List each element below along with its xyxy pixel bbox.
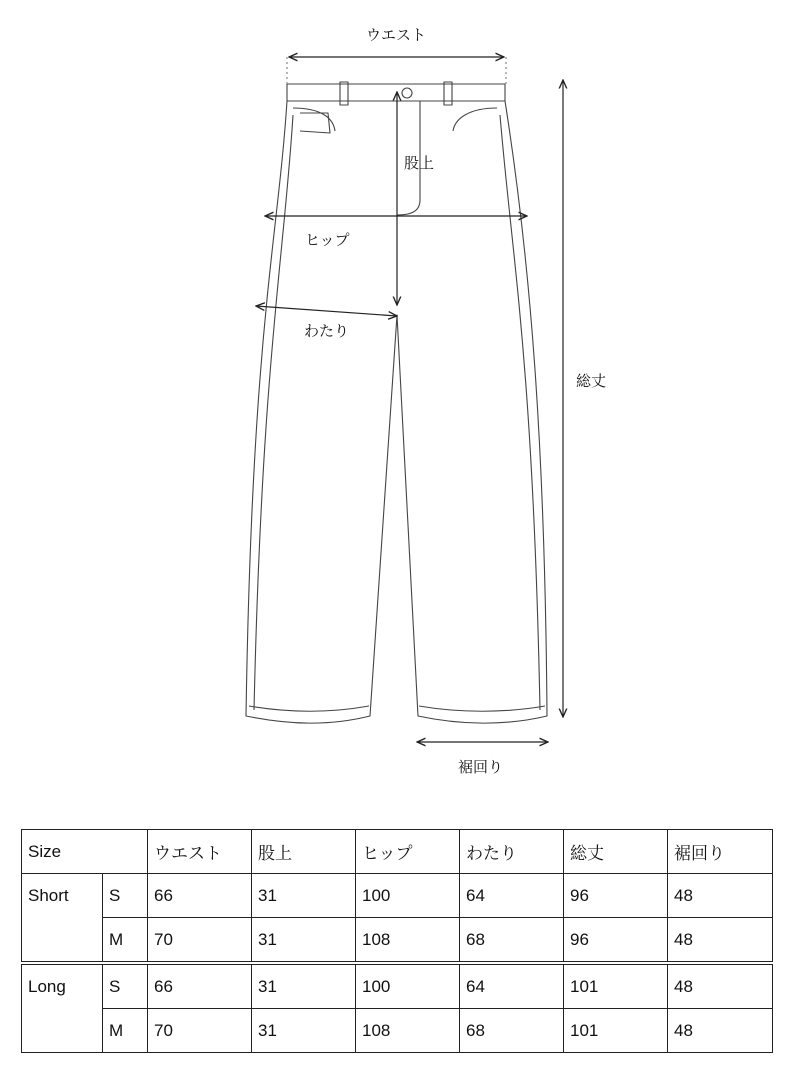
thigh-arrow bbox=[256, 306, 397, 316]
cell-hem: 48 bbox=[668, 918, 773, 964]
cell-hip: 100 bbox=[356, 963, 460, 1009]
pocket-right bbox=[453, 108, 497, 131]
side-seam-left bbox=[254, 115, 293, 710]
hip-label: ヒップ bbox=[305, 231, 350, 249]
header-rise: 股上 bbox=[252, 830, 356, 874]
cell-hem: 48 bbox=[668, 1009, 773, 1053]
belt-loop-right bbox=[444, 82, 452, 105]
header-thigh: わたり bbox=[460, 830, 564, 874]
cell-total-length: 101 bbox=[564, 963, 668, 1009]
cell-hip: 108 bbox=[356, 1009, 460, 1053]
header-size: Size bbox=[22, 830, 148, 874]
waist-label: ウエスト bbox=[366, 26, 427, 44]
button bbox=[402, 88, 412, 98]
hem-left bbox=[249, 706, 369, 711]
cell-total-length: 96 bbox=[564, 918, 668, 964]
rise-label: 股上 bbox=[404, 154, 435, 172]
cell-thigh: 68 bbox=[460, 1009, 564, 1053]
cell-rise: 31 bbox=[252, 963, 356, 1009]
cell-total-length: 101 bbox=[564, 1009, 668, 1053]
thigh-label: わたり bbox=[304, 322, 350, 340]
header-hip: ヒップ bbox=[356, 830, 460, 874]
cell-size: M bbox=[103, 918, 148, 964]
group-name-long: Long bbox=[22, 963, 103, 1053]
cell-waist: 66 bbox=[148, 963, 252, 1009]
cell-size: M bbox=[103, 1009, 148, 1053]
table-row bbox=[22, 918, 773, 964]
cell-rise: 31 bbox=[252, 1009, 356, 1053]
cell-thigh: 68 bbox=[460, 918, 564, 964]
header-waist: ウエスト bbox=[148, 830, 252, 874]
table-header-row bbox=[22, 830, 773, 874]
cell-size: S bbox=[103, 963, 148, 1009]
cell-hip: 100 bbox=[356, 874, 460, 918]
size-table bbox=[21, 829, 773, 1053]
cell-waist: 70 bbox=[148, 1009, 252, 1053]
cell-rise: 31 bbox=[252, 918, 356, 964]
total-length-label: 総丈 bbox=[576, 372, 607, 390]
side-seam-right bbox=[500, 115, 540, 710]
table-row bbox=[22, 1009, 773, 1053]
belt-loop-left bbox=[340, 82, 348, 105]
waistband bbox=[287, 84, 505, 101]
cell-waist: 66 bbox=[148, 874, 252, 918]
cell-total-length: 96 bbox=[564, 874, 668, 918]
cell-rise: 31 bbox=[252, 874, 356, 918]
cell-hem: 48 bbox=[668, 874, 773, 918]
cell-thigh: 64 bbox=[460, 963, 564, 1009]
header-hem: 裾回り bbox=[668, 830, 773, 874]
table-row bbox=[22, 963, 773, 1009]
cell-waist: 70 bbox=[148, 918, 252, 964]
hem-right bbox=[419, 706, 545, 711]
group-name-short: Short bbox=[22, 874, 103, 964]
table-row bbox=[22, 874, 773, 918]
header-total-length: 総丈 bbox=[564, 830, 668, 874]
hem-label: 裾回り bbox=[458, 758, 504, 776]
cell-thigh: 64 bbox=[460, 874, 564, 918]
cell-hem: 48 bbox=[668, 963, 773, 1009]
cell-size: S bbox=[103, 874, 148, 918]
cell-hip: 108 bbox=[356, 918, 460, 964]
